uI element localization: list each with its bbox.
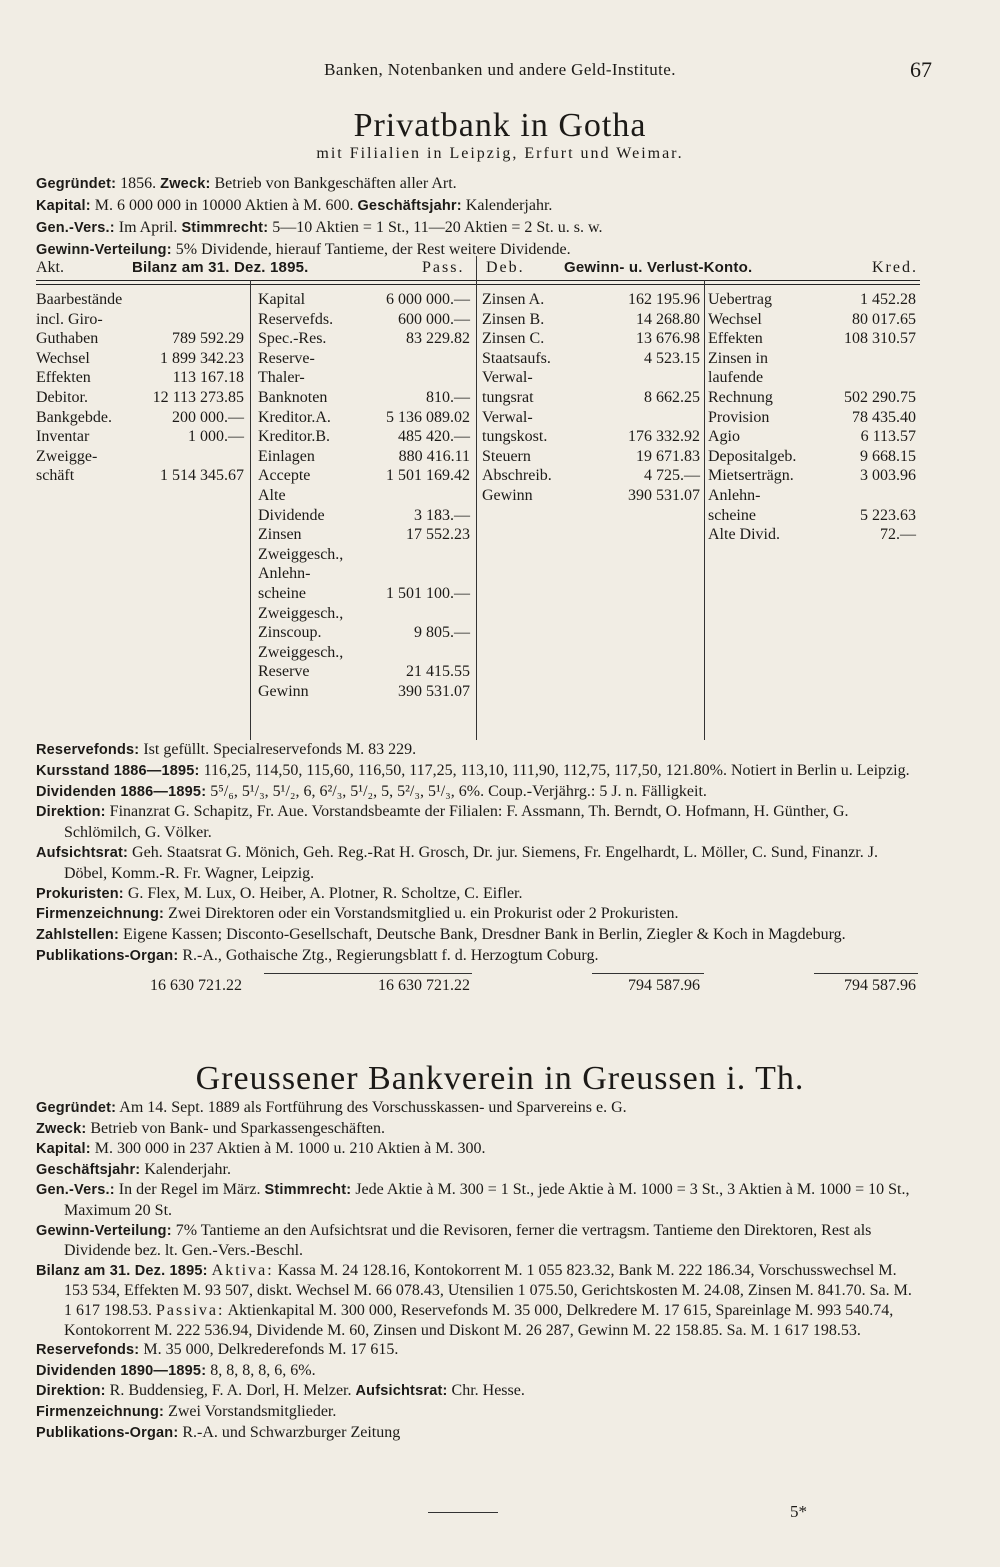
field-text: M. 35 000, Delkrederefonds M. 17 615. [139, 1341, 399, 1359]
table-row [708, 506, 920, 526]
row-amount: 80 017.65 [852, 310, 916, 328]
table-row [258, 545, 474, 565]
row-label: Rechnung [708, 388, 773, 406]
row-label: Agio [708, 428, 740, 446]
row-amount: 21 415.55 [406, 663, 470, 681]
running-head [0, 57, 1000, 84]
table-row [708, 408, 920, 428]
table-row [482, 368, 704, 388]
table-row [708, 310, 920, 330]
field-key: Aufsichtsrat: [36, 844, 129, 861]
row-label: Depositalgeb. [708, 447, 797, 465]
row-label: Mietserträgn. [708, 467, 794, 485]
field-key: Dividenden 1886—1895: [36, 783, 207, 800]
row-label: tungsrat [482, 388, 534, 406]
entry-line [36, 1381, 920, 1402]
row-label: Zinsen A. [482, 291, 545, 308]
table-row [258, 662, 474, 682]
spaced-label: Passiva: [156, 1301, 225, 1319]
field-key: Stimmrecht: [181, 220, 269, 236]
table-row [36, 466, 248, 486]
field-key: Gen.-Vers.: [36, 1182, 115, 1199]
row-label: Provision [708, 408, 770, 426]
table-row [708, 466, 920, 486]
field-text: Kalenderjahr. [461, 197, 553, 214]
row-label: Gewinn [258, 682, 309, 700]
row-label: Effekten [36, 369, 91, 387]
row-amount: 502 290.75 [844, 388, 916, 406]
row-amount: 9 668.15 [860, 447, 916, 465]
row-label: Verwal- [482, 408, 533, 426]
divider-aktiva-passiva [250, 710, 251, 738]
field-key: Dividenden 1890—1895: [36, 1362, 207, 1379]
field-text: Aktienkapital M. 300 000, Reservefonds M. 35 000, Delkredere M. 17 615, Spareinlage M. 993 540.74, Kontokorrent M. 222 536.94, Dividende M. 60, Zinsen und Diskont M. 26 287, Gewinn M. 22 158.85. Sa. M. 1 617 198.53. [64, 1301, 894, 1339]
table-row [258, 368, 474, 388]
field-text: 5% Dividende, hierauf Tantieme, der Rest weitere Dividende. [171, 241, 571, 258]
field-key: Reservefonds: [36, 742, 140, 758]
row-amount: 4 523.15 [644, 349, 700, 367]
row-amount: 6 113.57 [860, 428, 916, 446]
entry-line [36, 1119, 920, 1140]
field-text: G. Flex, M. Lux, O. Heiber, A. Plotner, R. Scholtze, C. Eifler. [123, 884, 523, 902]
head-passiva: Pass. [422, 259, 465, 276]
entry-line [36, 217, 920, 239]
field-key: Direktion: [36, 804, 106, 821]
row-amount: 113 167.18 [172, 369, 244, 387]
row-label: Accepte [258, 467, 311, 485]
bank1-title: Privatbank in Gotha [353, 107, 647, 144]
field-key: Kapital: [36, 198, 91, 214]
row-label: Wechsel [36, 349, 90, 367]
entry-line [36, 884, 920, 905]
table-row [36, 368, 248, 388]
table-row [258, 388, 474, 408]
table-row [708, 447, 920, 467]
entry-line [36, 904, 920, 925]
row-amount: 390 531.07 [398, 682, 470, 700]
row-label: Einlagen [258, 447, 315, 465]
divider-aktiva-passiva-upper [250, 280, 251, 740]
row-label: Zinscoup. [258, 624, 322, 642]
divider-bilanz-gv [476, 256, 477, 740]
field-key: Zweck: [36, 1120, 87, 1137]
row-label: Wechsel [708, 310, 762, 328]
field-key: Kapital: [36, 1141, 91, 1158]
table-row [258, 643, 474, 663]
row-label: Anlehn- [708, 486, 761, 504]
table-row [258, 486, 474, 506]
row-label: Alte Divid. [708, 526, 780, 544]
field-key: Publikations-Organ: [36, 1424, 179, 1441]
field-key: Firmenzeichnung: [36, 1403, 165, 1420]
head-gewinn-verlust: Gewinn- u. Verlust-Konto. [564, 259, 753, 276]
field-text: 116,25, 114,50, 115,60, 116,50, 117,25, 113,10, 111,90, 112,75, 117,50, 121.80%. Notiert in Berlin u. Leipzig. [199, 761, 910, 779]
bank1-notes [36, 740, 920, 967]
head-kredit: Kred. [872, 259, 918, 276]
row-label: Verwal- [482, 369, 533, 387]
divider-debet-kredit [704, 280, 705, 740]
table-row [482, 408, 704, 428]
row-label: Kreditor.B. [258, 428, 330, 446]
field-key: Kursstand 1886—1895: [36, 762, 200, 779]
row-amount: 1 501 169.42 [386, 467, 470, 485]
row-amount: 200 000.— [172, 408, 244, 426]
row-amount: 600 000.— [398, 310, 470, 328]
entry-line [36, 761, 920, 782]
table-row [482, 447, 704, 467]
table-row [708, 290, 920, 310]
table-row [708, 525, 920, 545]
entry-line [36, 925, 920, 946]
field-text: 8, 8, 8, 8, 6, 6%. [206, 1361, 316, 1379]
table-row [708, 427, 920, 447]
field-text: Kalenderjahr. [140, 1160, 231, 1178]
row-label: Inventar [36, 428, 90, 446]
row-label: Thaler- [258, 369, 305, 387]
kredit-sum-rule [814, 973, 918, 974]
row-label: Staatsaufs. [482, 349, 551, 367]
field-text: Geh. Staatsrat G. Mönich, Geh. Reg.-Rat H. Grosch, Dr. jur. Siemens, Fr. Engelhardt, L. Möller, C. Sund, Finanzr. J. Döbel, Komm.-R. Fr. Wagner, Leipzig. [64, 843, 878, 882]
field-key: Zweck: [160, 176, 211, 192]
entry-line [36, 740, 920, 761]
row-amount: 390 531.07 [628, 486, 700, 504]
field-key: Firmenzeichnung: [36, 906, 165, 923]
total-passiva: 16 630 721.22 [378, 977, 470, 994]
row-amount: 3 183.— [414, 506, 470, 524]
table-row [708, 486, 920, 506]
table-row [482, 310, 704, 330]
field-text: 5—10 Aktien = 1 St., 11—20 Aktien = 2 St. u. s. w. [268, 219, 603, 236]
field-key: Gegründet: [36, 1100, 117, 1116]
row-amount: 880 416.11 [398, 447, 470, 465]
row-label: Reservefds. [258, 310, 334, 328]
table-row [708, 388, 920, 408]
field-key: Bilanz am 31. Dez. 1895: [36, 1262, 208, 1279]
row-amount: 5 223.63 [860, 506, 916, 524]
page-number: 67 [910, 57, 932, 82]
head-aktiva: Akt. [36, 259, 64, 276]
row-label: Zinsen in [708, 349, 768, 367]
row-amount: 1 452.28 [860, 291, 916, 308]
table-row [258, 682, 474, 702]
entry-line [36, 843, 920, 884]
table-row [258, 447, 474, 467]
table-row [482, 486, 704, 506]
row-label: incl. Giro- [36, 310, 103, 328]
row-label: Zweiggesch., [258, 604, 344, 622]
field-key: Gewinn-Verteilung: [36, 242, 172, 258]
row-label: Gewinn [482, 486, 533, 504]
row-label: Baarbestände [36, 291, 123, 308]
field-text: Jede Aktie à M. 300 = 1 St., jede Aktie à M. 1000 = 3 St., 3 Aktien à M. 1000 = 10 St., Maximum 20 St. [64, 1181, 910, 1219]
running-head-text: Banken, Notenbanken und andere Geld-Institute. [324, 60, 676, 79]
row-label: Abschreib. [482, 467, 552, 485]
row-label: schäft [36, 467, 75, 485]
row-amount: 162 195.96 [628, 291, 700, 308]
field-text: Finanzrat G. Schapitz, Fr. Aue. Vorstandsbeamte der Filialen: F. Assmann, Th. Berndt, O. Hofmann, H. Günther, G. Schlömilch, G. Völker. [64, 803, 849, 842]
field-key: Stimmrecht: [264, 1182, 352, 1199]
field-key: Reservefonds: [36, 1342, 140, 1359]
field-text: R.-A., Gothaische Ztg., Regierungsblatt f. d. Herzogtum Coburg. [178, 946, 599, 964]
row-label: Zweigge- [36, 447, 98, 465]
head-bilanz: Bilanz am 31. Dez. 1895. [132, 259, 309, 276]
field-text: R. Buddensieg, F. A. Dorl, H. Melzer. [105, 1382, 356, 1400]
entry-line [36, 1340, 920, 1361]
signature-mark: 5* [790, 1502, 807, 1521]
entry-line [36, 802, 920, 843]
field-key: Prokuristen: [36, 885, 124, 902]
field-text: 5⁵/₆, 5¹/₃, 5¹/₂, 6, 6²/₃, 5¹/₂, 5, 5²/₃, 5¹/₃, 6%. Coup.-Verjährg.: 5 J. n. Fälligkeit. [206, 782, 707, 800]
row-label: scheine [258, 584, 306, 602]
row-amount: 6 000 000.— [386, 291, 470, 308]
row-label: Kapital [258, 291, 306, 308]
spaced-label: Aktiva: [211, 1261, 274, 1279]
table-row [258, 584, 474, 604]
row-label: tungskost. [482, 428, 548, 446]
field-text: M. 300 000 in 237 Aktien à M. 1000 u. 210 Aktien à M. 300. [90, 1140, 486, 1158]
table-row [258, 564, 474, 584]
row-amount: 5 136 089.02 [386, 408, 470, 426]
field-key: Gen.-Vers.: [36, 220, 115, 236]
table-row [36, 408, 248, 428]
table-row [258, 466, 474, 486]
row-label: Spec.-Res. [258, 330, 327, 348]
row-amount: 1 899 342.23 [160, 349, 244, 367]
row-amount: 12 113 273.85 [152, 388, 244, 406]
table-row [482, 466, 704, 486]
passiva-sum-rule [264, 973, 472, 974]
entry-line [36, 195, 920, 217]
entry-line [36, 1361, 920, 1382]
row-amount: 78 435.40 [852, 408, 916, 426]
row-amount: 72.— [880, 526, 916, 544]
head-debet: Deb. [486, 259, 525, 276]
table-row [36, 310, 248, 330]
table-row [708, 329, 920, 349]
row-label: Uebertrag [708, 291, 772, 308]
entry-line [36, 1139, 920, 1160]
row-label: scheine [708, 506, 756, 524]
field-text: 7% Tantieme an den Aufsichtsrat und die Revisoren, ferner die vertragsm. Tantieme den Direktoren, Rest als Dividende bez. lt. Gen.-Vers.-Beschl. [64, 1221, 872, 1260]
table-row [258, 408, 474, 428]
row-amount: 83 229.82 [406, 330, 470, 348]
bank1-facts [36, 173, 920, 261]
entry-line [36, 1402, 920, 1423]
entry-line [36, 1261, 920, 1340]
row-amount: 789 592.29 [172, 330, 244, 348]
entry-line [36, 1180, 920, 1220]
field-text: Kassa M. 24 128.16, Kontokorrent M. 1 055 823.32, Bank M. 222 186.34, Vorschusswechsel M. 153 534, Effekten M. 93 507, diskt. Wechsel M. 66 078.43, Utensilien 1 075.50, Gerichtskosten M. 24.08, Zinsen M. 841.70. Sa. M. 1 617 198.53. [64, 1261, 912, 1319]
balance-header-rule [36, 280, 920, 289]
table-row [258, 329, 474, 349]
row-amount: 176 332.92 [628, 428, 700, 446]
row-label: Zinsen C. [482, 330, 545, 348]
row-label: Bankgebde. [36, 408, 112, 426]
row-label: Zinsen B. [482, 310, 545, 328]
table-row [36, 329, 248, 349]
entry-line [36, 946, 920, 967]
table-row [258, 310, 474, 330]
field-text: Zwei Vorstandsmitglieder. [164, 1402, 337, 1420]
table-row [36, 290, 248, 310]
field-key: Aufsichtsrat: [355, 1383, 448, 1400]
table-row [708, 368, 920, 388]
field-text: Zwei Direktoren oder ein Vorstandsmitglied u. ein Prokurist oder 2 Prokuristen. [164, 905, 679, 923]
bank2-title: Greussener Bankverein in Greussen i. Th. [195, 1060, 805, 1097]
total-debet: 794 587.96 [628, 977, 700, 994]
table-row [258, 604, 474, 624]
table-row [482, 349, 704, 369]
table-row [36, 349, 248, 369]
row-amount: 14 268.80 [636, 310, 700, 328]
row-label: Zinsen [258, 526, 302, 544]
row-label: Reserve- [258, 349, 315, 367]
field-text: Chr. Hesse. [447, 1382, 525, 1400]
field-text: Am 14. Sept. 1889 als Fortführung des Vorschusskassen- und Sparvereins e. G. [116, 1099, 627, 1116]
field-key: Geschäftsjahr: [36, 1161, 141, 1178]
debet-sum-rule [592, 973, 704, 974]
field-text: Im April. [114, 219, 182, 236]
row-label: Debitor. [36, 388, 88, 406]
field-text: Betrieb von Bankgeschäften aller Art. [210, 175, 457, 192]
entry-line [36, 1098, 920, 1119]
row-amount: 17 552.23 [406, 526, 470, 544]
row-label: Guthaben [36, 330, 99, 348]
entry-line [36, 173, 920, 195]
table-row [258, 506, 474, 526]
row-label: Anlehn- [258, 565, 311, 583]
entry-line [36, 1221, 920, 1261]
row-amount: 1 000.— [188, 428, 244, 446]
row-amount: 810.— [426, 388, 470, 406]
total-aktiva: 16 630 721.22 [150, 977, 242, 994]
bank1-subtitle: mit Filialien in Leipzig, Erfurt und Weimar. [316, 145, 684, 162]
total-kredit: 794 587.96 [844, 977, 916, 994]
row-amount: 9 805.— [414, 624, 470, 642]
row-label: Kreditor.A. [258, 408, 331, 426]
balance-totals [36, 976, 920, 998]
row-label: Steuern [482, 447, 531, 465]
row-amount: 19 671.83 [636, 447, 700, 465]
entry-line [36, 1423, 920, 1444]
field-text: 1856. [116, 175, 161, 192]
row-label: laufende [708, 369, 764, 387]
field-text: In der Regel im März. [114, 1181, 265, 1199]
field-key: Gewinn-Verteilung: [36, 1222, 172, 1239]
field-key: Zahlstellen: [36, 927, 119, 944]
field-text: Ist gefüllt. Specialreservefonds M. 83 229. [139, 741, 417, 758]
row-amount: 1 501 100.— [386, 584, 470, 602]
row-amount: 108 310.57 [844, 330, 916, 348]
row-label: Reserve [258, 663, 310, 681]
closing-rule [428, 1512, 498, 1513]
entry-line [36, 782, 920, 803]
field-key: Direktion: [36, 1383, 106, 1400]
bank2-notes [36, 1098, 920, 1443]
row-amount: 1 514 345.67 [160, 467, 244, 485]
row-amount: 13 676.98 [636, 330, 700, 348]
table-row [258, 290, 474, 310]
entry-line [36, 1160, 920, 1181]
row-label: Alte [258, 486, 286, 504]
field-key: Gegründet: [36, 176, 117, 192]
table-row [36, 427, 248, 447]
table-row [482, 427, 704, 447]
table-row [482, 388, 704, 408]
row-label: Banknoten [258, 388, 328, 406]
row-amount: 8 662.25 [644, 388, 700, 406]
row-label: Effekten [708, 330, 763, 348]
table-row [258, 623, 474, 643]
balance-headers [36, 258, 920, 280]
row-amount: 485 420.— [398, 428, 470, 446]
row-amount: 4 725.— [644, 467, 700, 485]
field-key: Publikations-Organ: [36, 947, 179, 964]
row-label: Zweiggesch., [258, 545, 344, 563]
table-row [36, 388, 248, 408]
field-text: R.-A. und Schwarzburger Zeitung [178, 1423, 401, 1441]
field-text: Eigene Kassen; Disconto-Gesellschaft, Deutsche Bank, Dresdner Bank in Berlin, Ziegler & Koch in Magdeburg. [118, 926, 846, 944]
row-amount: 3 003.96 [860, 467, 916, 485]
field-key: Geschäftsjahr: [357, 198, 462, 214]
table-row [36, 447, 248, 467]
table-row [482, 290, 704, 310]
table-row [258, 349, 474, 369]
table-row [258, 525, 474, 545]
field-text: Betrieb von Bank- und Sparkassengeschäften. [86, 1119, 385, 1137]
field-text: M. 6 000 000 in 10000 Aktien à M. 600. [90, 197, 358, 214]
table-row [258, 427, 474, 447]
table-row [482, 329, 704, 349]
table-row [708, 349, 920, 369]
row-label: Zweiggesch., [258, 643, 344, 661]
row-label: Dividende [258, 506, 325, 524]
